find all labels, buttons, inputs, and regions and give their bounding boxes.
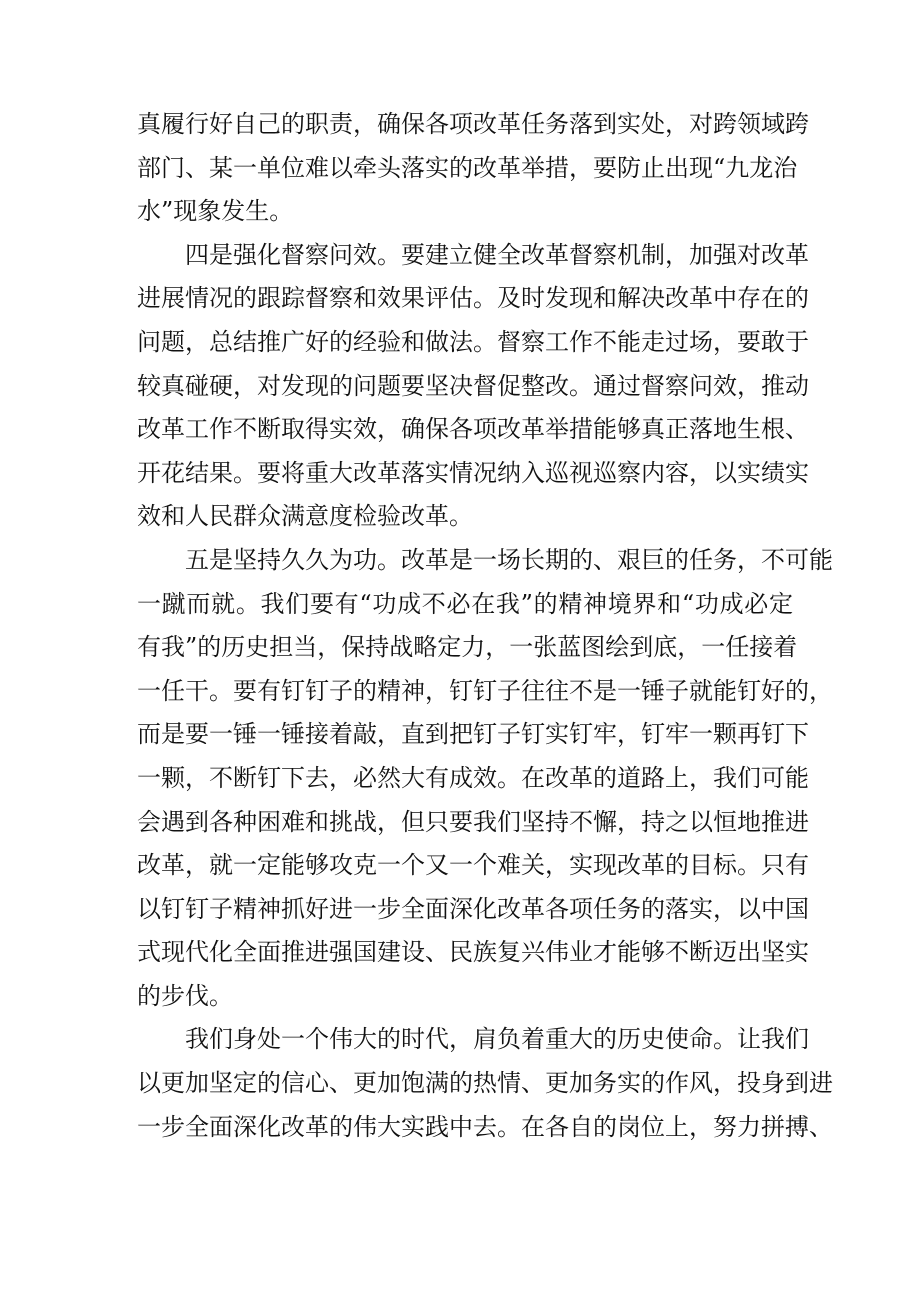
- text-line: 改革工作不断取得实效，确保各项改革举措能够真正落地生根、: [137, 415, 809, 444]
- text-line: 四是强化督察问效。要建立健全改革督察机制，加强对改革: [185, 240, 809, 269]
- text-line: 有我”的历史担当，保持战略定力，一张蓝图绘到底，一任接着: [137, 633, 798, 662]
- text-line: 会遇到各种困难和挑战，但只要我们坚持不懈，持之以恒地推进: [137, 807, 809, 836]
- text-line: 问题，总结推广好的经验和做法。督察工作不能走过场，要敢于: [137, 327, 809, 356]
- text-line: 较真碰硬，对发现的问题要坚决督促整改。通过督察问效，推动: [137, 371, 809, 400]
- text-line: 开花结果。要将重大改革落实情况纳入巡视巡察内容，以实绩实: [137, 458, 809, 487]
- text-line: 真履行好自己的职责，确保各项改革任务落到实处，对跨领域跨: [137, 110, 809, 138]
- paragraph-point-five: [137, 539, 833, 1019]
- text-line: 式现代化全面推进强国建设、民族复兴伟业才能够不断迈出坚实: [137, 938, 809, 967]
- text-line: 以更加坚定的信心、更加饱满的热情、更加务实的作风，投身到进: [137, 1069, 833, 1098]
- paragraph-point-four: [137, 234, 809, 539]
- text-line: 的步伐。: [137, 981, 233, 1010]
- document-body: [137, 103, 833, 1149]
- text-line: 而是要一锤一锤接着敲，直到把钉子钉实钉牢，钉牢一颗再钉下: [137, 720, 809, 749]
- paragraph-continuation: [137, 103, 809, 234]
- text-line: 进展情况的跟踪督察和效果评估。及时发现和解决改革中存在的: [137, 284, 809, 313]
- text-line: 一颗，不断钉下去，必然大有成效。在改革的道路上，我们可能: [137, 763, 809, 792]
- text-line: 一步全面深化改革的伟大实践中去。在各自的岗位上，努力拼搏、: [137, 1112, 833, 1141]
- text-line: 一蹴而就。我们要有“功成不必在我”的精神境界和“功成必定: [137, 589, 793, 618]
- text-line: 效和人民群众满意度检验改革。: [137, 502, 473, 531]
- paragraph-closing: [137, 1018, 833, 1149]
- text-line: 五是坚持久久为功。改革是一场长期的、艰巨的任务，不可能: [185, 545, 833, 574]
- text-line: 以钉钉子精神抓好进一步全面深化改革各项任务的落实，以中国: [137, 894, 809, 923]
- text-line: 水”现象发生。: [137, 197, 294, 226]
- text-line: 我们身处一个伟大的时代，肩负着重大的历史使命。让我们: [185, 1025, 809, 1054]
- text-line: 改革，就一定能够攻克一个又一个难关，实现改革的目标。只有: [137, 851, 809, 880]
- text-line: 一任干。要有钉钉子的精神，钉钉子往往不是一锤子就能钉好的，: [137, 676, 833, 705]
- text-line: 部门、某一单位难以牵头落实的改革举措，要防止出现“九龙治: [137, 153, 798, 182]
